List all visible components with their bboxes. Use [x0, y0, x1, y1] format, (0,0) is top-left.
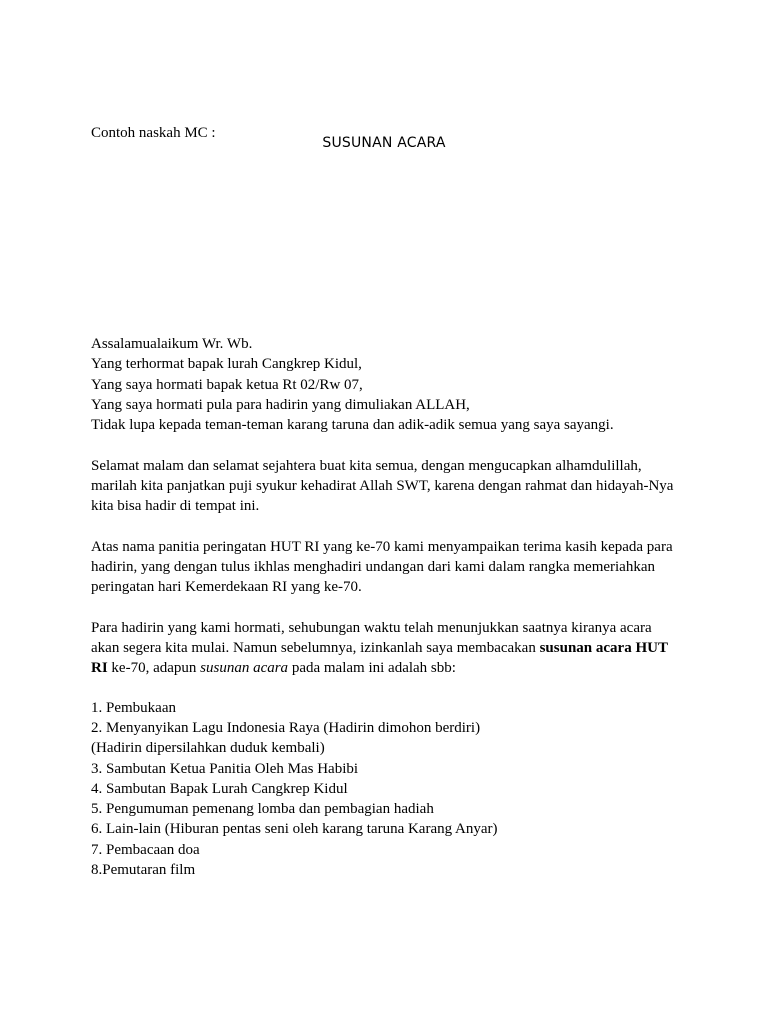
emphasis-bold: RI	[91, 660, 108, 676]
greeting-line: Tidak lupa kepada teman-teman karang taruna dan adik-adik semua yang saya sayangi.	[91, 417, 614, 433]
paragraph-text: ke-70, adapun	[107, 660, 201, 676]
paragraph-text: pada malam ini adalah sbb:	[288, 660, 456, 676]
paragraph-line: peringatan hari Kemerdekaan RI yang ke-70.	[91, 579, 362, 595]
emphasis-bold: susunan acara HUT	[539, 640, 668, 656]
agenda-item: 1. Pembukaan	[91, 700, 176, 716]
intro-text: Contoh naskah MC :	[91, 125, 216, 141]
paragraph-line: Atas nama panitia peringatan HUT RI yang ke-70 kami menyampaikan terima kasih kepada para	[91, 539, 673, 555]
greeting-line: Yang terhormat bapak lurah Cangkrep Kidul,	[91, 356, 362, 372]
agenda-item: 3. Sambutan Ketua Panitia Oleh Mas Habibi	[91, 761, 359, 777]
paragraph-line: marilah kita panjatkan puji syukur kehadirat Allah SWT, karena dengan rahmat dan hidayah-Nya	[91, 478, 674, 494]
greeting-line: Yang saya hormati pula para hadirin yang dimuliakan ALLAH,	[91, 397, 470, 413]
paragraph-line: Selamat malam dan selamat sejahtera buat kita semua, dengan mengucapkan alhamdulillah,	[91, 458, 642, 474]
paragraph-line	[91, 638, 668, 658]
agenda-item: 6. Lain-lain (Hiburan pentas seni oleh karang taruna Karang Anyar)	[91, 821, 498, 837]
agenda-item: (Hadirin dipersilahkan duduk kembali)	[91, 740, 325, 756]
emphasis-italic: susunan acara	[200, 660, 289, 676]
agenda-item: 5. Pengumuman pemenang lomba dan pembagian hadiah	[91, 801, 434, 817]
paragraph-line	[91, 658, 456, 678]
paragraph-text: akan segera kita mulai. Namun sebelumnya, izinkanlah saya membacakan	[91, 640, 540, 656]
paragraph-line: kita bisa hadir di tempat ini.	[91, 498, 260, 514]
greeting-line: Yang saya hormati bapak ketua Rt 02/Rw 07,	[91, 377, 363, 393]
agenda-item: 7. Pembacaan doa	[91, 842, 200, 858]
paragraph-line: Para hadirin yang kami hormati, sehubungan waktu telah menunjukkan saatnya kiranya acara	[91, 620, 652, 636]
greeting-line: Assalamualaikum Wr. Wb.	[91, 336, 253, 352]
agenda-item: 8.Pemutaran film	[91, 862, 196, 878]
agenda-item: 2. Menyanyikan Lagu Indonesia Raya (Hadirin dimohon berdiri)	[91, 720, 481, 736]
agenda-item: 4. Sambutan Bapak Lurah Cangkrep Kidul	[91, 781, 348, 797]
document-title: SUSUNAN ACARA	[322, 135, 446, 151]
paragraph-line: hadirin, yang dengan tulus ikhlas menghadiri undangan dari kami dalam rangka memeriahkan	[91, 559, 655, 575]
